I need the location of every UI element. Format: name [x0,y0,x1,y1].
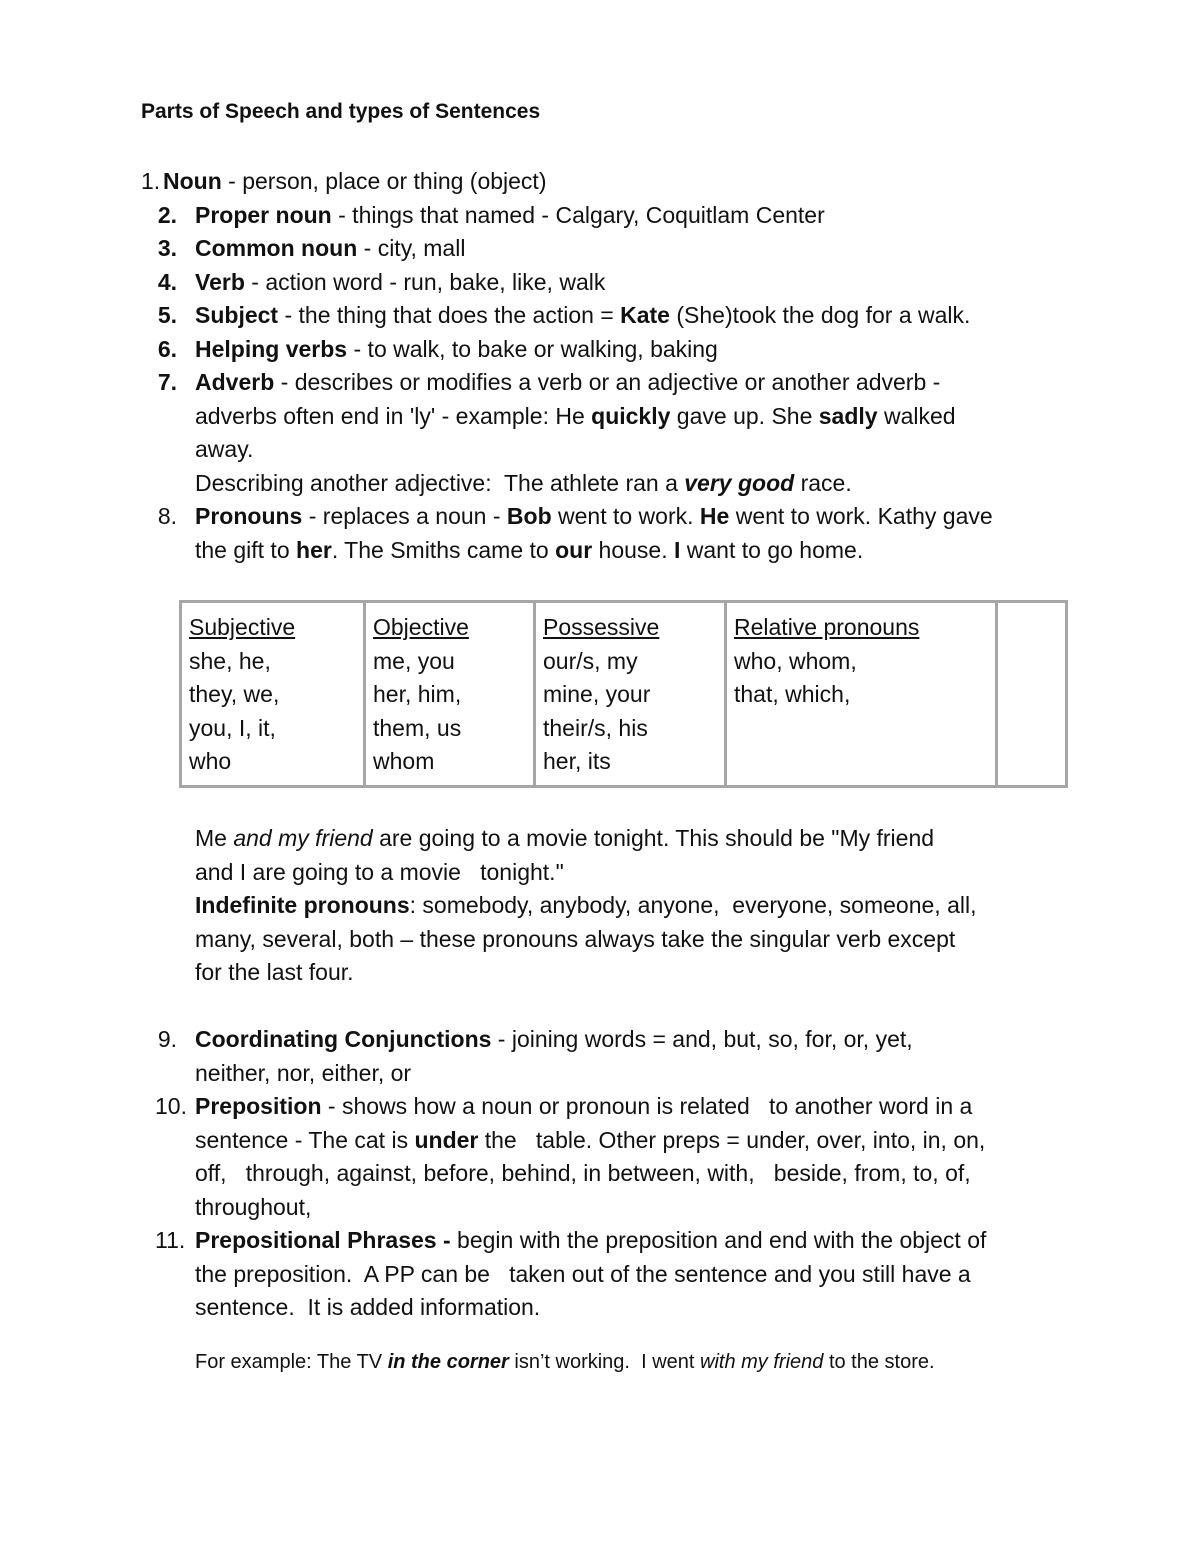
item-number: 3. [157,235,177,261]
item-number: 7. [157,369,177,395]
item-text: Common noun - city, mall [195,235,466,261]
item-text: Coordinating Conjunctions - joining words = and, but, so, for, or, yet, neither, nor, either, or [195,1026,913,1086]
item-number: 9. [157,1026,177,1052]
item-number: 2. [157,202,177,228]
table-cell-empty [997,602,1067,787]
term-prepositional-phrases: Prepositional Phrases - [195,1227,451,1253]
term-common-noun: Common noun [195,235,358,261]
term-preposition: Preposition [195,1093,322,1119]
item-number: 11. [155,1227,186,1253]
column-header: Subjective [189,614,296,640]
item-text: Proper noun - things that named - Calgary, Coquitlam Center [195,202,825,228]
item-text: Helping verbs - to walk, to bake or walking, baking [195,336,718,362]
item-text: Adverb - describes or modifies a verb or an adjective or another adverb - adverbs often end in 'ly' - example: He quickly gave up. She sadly walked away. Describing another adjective: The athlete ran a very good race. [195,369,956,496]
term-indefinite-pronouns: Indefinite pronouns [195,892,410,918]
column-header: Relative pronouns [734,614,920,640]
item-number: 8. [157,503,177,529]
table-cell-possessive: Possessive our/s, my mine, your their/s, his her, its [535,602,726,787]
term-helping-verbs: Helping verbs [195,336,348,362]
table-row [181,602,1067,787]
term-coordinating-conjunctions: Coordinating Conjunctions [195,1026,492,1052]
term-noun: Noun [163,168,222,194]
term-subject: Subject [195,302,279,328]
item-text: Subject - the thing that does the action = Kate (She)took the dog for a walk. [195,302,971,328]
item-number: 5. [157,302,177,328]
term-pronouns: Pronouns [195,503,303,529]
item-text: Preposition - shows how a noun or pronoun is related to another word in a sentence - The cat is under the table. Other preps = under, over, into, in, on, off, through, against, before, behind, in between, with, beside, from, to, of, throughout, [195,1093,986,1220]
item-text: Noun - person, place or thing (object) [163,168,547,194]
term-adverb: Adverb [195,369,275,395]
paragraph-indefinite-pronouns: Indefinite pronouns: somebody, anybody, anyone, everyone, someone, all, many, several, both – these pronouns always take the singular verb except for the last four. [195,892,977,985]
item-number: 6. [157,336,177,362]
item-number: 10. [155,1093,187,1119]
paragraph-me-and-friend: Me and my friend are going to a movie tonight. This should be "My friend and I are going to a movie tonight." [195,825,935,885]
example-sentence: For example: The TV in the corner isn’t working. I went with my friend to the store. [195,1351,935,1373]
term-verb: Verb [195,269,245,295]
table-cell-relative: Relative pronouns who, whom, that, which, [726,602,997,787]
item-text: Pronouns - replaces a noun - Bob went to work. He went to work. Kathy gave the gift to her. The Smiths came to our house. I want to go home. [195,503,993,563]
item-text: Prepositional Phrases - begin with the preposition and end with the object of the preposition. A PP can be taken out of the sentence and you still have a sentence. It is added information. [195,1227,987,1320]
item-number: 4. [157,269,177,295]
table-cell-objective: Objective me, you her, him, them, us whom [365,602,535,787]
column-header: Objective [373,614,469,640]
pronoun-table [179,600,1068,788]
item-number: 1. [141,168,161,194]
page-title: Parts of Speech and types of Sentences [141,100,541,123]
table-cell-subjective: Subjective she, he, they, we, you, I, it, who [181,602,365,787]
item-text: Verb - action word - run, bake, like, walk [195,269,606,295]
column-header: Possessive [543,614,660,640]
term-proper-noun: Proper noun [195,202,332,228]
